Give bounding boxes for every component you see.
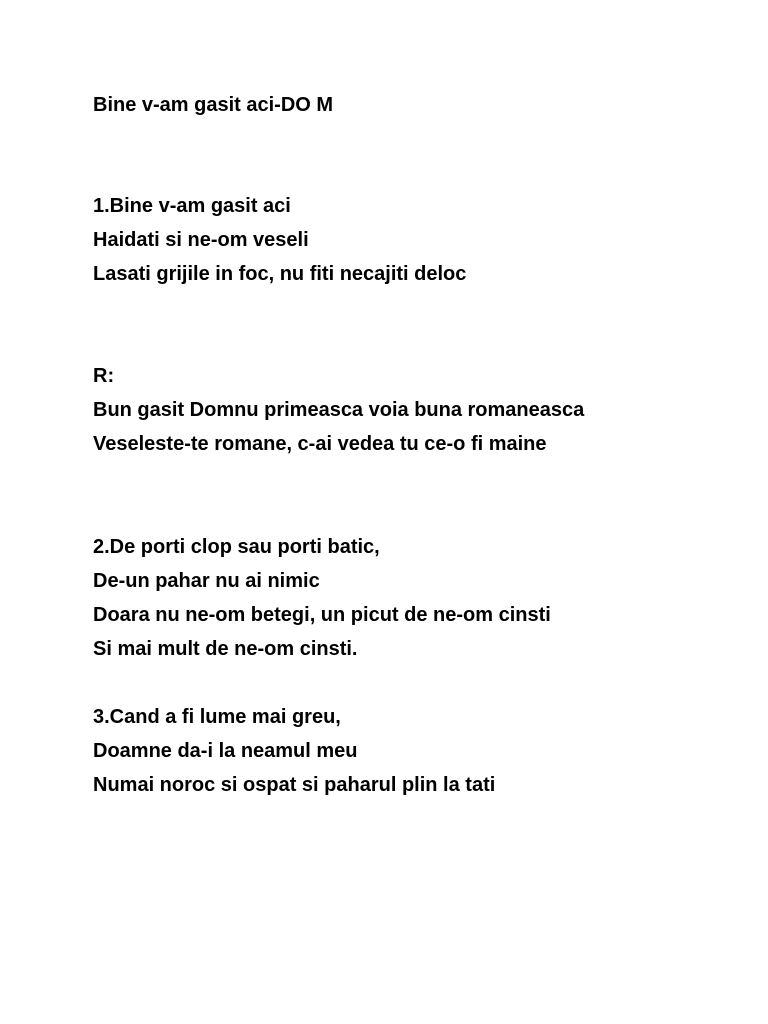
verse-2-line-4: Si mai mult de ne-om cinsti.	[93, 638, 358, 660]
refrain-line-2: Veseleste-te romane, c-ai vedea tu ce-o fi maine	[93, 433, 547, 455]
refrain-line-1: Bun gasit Domnu primeasca voia buna romaneasca	[93, 399, 585, 421]
verse-1-line-1: 1.Bine v-am gasit aci	[93, 195, 291, 217]
verse-3-line-3: Numai noroc si ospat si paharul plin la tati	[93, 774, 496, 796]
verse-3-line-1: 3.Cand a fi lume mai greu,	[93, 706, 341, 728]
verse-2-line-1: 2.De porti clop sau porti batic,	[93, 536, 380, 558]
verse-1-line-2: Haidati si ne-om veseli	[93, 229, 309, 251]
refrain-label: R:	[93, 365, 115, 387]
verse-2-line-3: Doara nu ne-om betegi, un picut de ne-om cinsti	[93, 604, 551, 626]
verse-3-line-2: Doamne da-i la neamul meu	[93, 740, 358, 762]
verse-2-line-2: De-un pahar nu ai nimic	[93, 570, 320, 592]
song-title: Bine v-am gasit aci-DO M	[93, 94, 334, 116]
verse-1-line-3: Lasati grijile in foc, nu fiti necajiti deloc	[93, 263, 467, 285]
